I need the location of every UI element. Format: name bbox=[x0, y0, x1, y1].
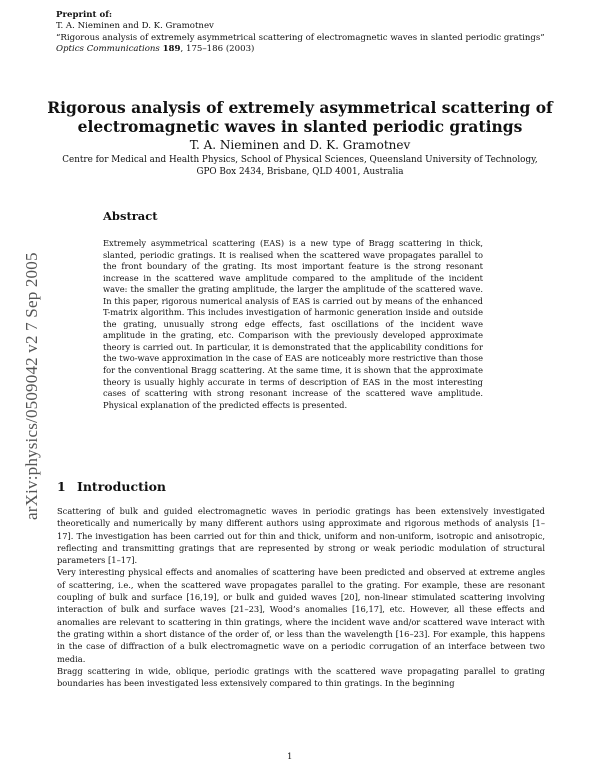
preprint-block bbox=[56, 10, 556, 56]
paper-title: Rigorous analysis of extremely asymmetrical scattering of electromagnetic waves in slanted periodic gratings bbox=[47, 98, 553, 136]
intro-paragraph: Very interesting physical effects and anomalies of scattering have been predicted and observed at extreme angles of scattering, i.e., when the scattered wave propagates parallel to the grating. For example, these are resonant coupling of bulk and surface [16,19], or bulk and guided waves [20], non-linear stimulated scattering involving interaction of bulk and surface waves [21–23], Wood’s anomalies [16,17], etc. However, all these effects and anomalies are relevant to scattering in thin gratings, where the incident wave and/or scattered wave interact with the grating within a short distance of the order of, or less than the wavelength [16–23]. For example, this happens in the case of diffraction of a bulk electromagnetic wave on a periodic corrugation of an interface between two media. bbox=[57, 567, 545, 664]
preprint-label: Preprint of: bbox=[56, 10, 113, 20]
paper-authors: T. A. Nieminen and D. K. Gramotnev bbox=[189, 138, 411, 152]
preprint-volume: 189 bbox=[162, 44, 181, 55]
page-number: 1 bbox=[287, 752, 293, 762]
intro-paragraph: Bragg scattering in wide, oblique, periodic gratings with the scattered wave propagating parallel to grating boundaries has been investigated less extensively compared to thin gratings. In the beginning bbox=[57, 665, 545, 689]
intro-paragraph: Scattering of bulk and guided electromagnetic waves in periodic gratings has been extensively investigated theoretically and numerically by many different authors using approximate and rigorous methods of analysis [1–17]. The investigation has been carried out for thin and thick, uniform and non-uniform, isotropic and anisotropic, reflecting and transmitting gratings that are represented by strong or weak periodic modulation of structural parameters [1–17]. bbox=[57, 506, 545, 566]
preprint-journal: Optics Communications bbox=[56, 44, 160, 55]
preprint-title: “Rigorous analysis of extremely asymmetrical scattering of electromagnetic waves in slanted periodic gratings” bbox=[56, 32, 545, 43]
section-title: Introduction bbox=[77, 479, 167, 494]
introduction-body bbox=[57, 505, 545, 689]
arxiv-stamp: arXiv:physics/0509042 v2 7 Sep 2005 bbox=[22, 252, 41, 520]
preprint-citation bbox=[56, 44, 556, 55]
abstract-text: Extremely asymmetrical scattering (EAS) is a new type of Bragg scattering in thick, slanted, periodic gratings. It is realised when the scattered wave propagates parallel to the front boundary of the grating. Its most important feature is the strong resonant increase in the scattered wave amplitude compared to the amplitude of the incident wave: the smaller the grating amplitude, the larger the amplitude of the scattered wave. In this paper, rigorous numerical analysis of EAS is carried out by means of the enhanced T-matrix algorithm. This includes investigation of harmonic generation inside and outside the grating, unusually strong edge effects, fast oscillations of the incident wave amplitude in the grating, etc. Comparison with the previously developed approximate theory is carried out. In particular, it is demonstrated that the applicability conditions for the two-wave approximation in the case of EAS are noticeably more restrictive than those for the conventional Bragg scattering. At the same time, it is shown that the approximate theory is usually highly accurate in terms of description of EAS in the most interesting cases of scattering with strong resonant increase of the scattered wave amplitude. Physical explanation of the predicted effects is presented. bbox=[103, 238, 483, 410]
preprint-pages-year: , 175–186 (2003) bbox=[180, 44, 255, 55]
preprint-authors: T. A. Nieminen and D. K. Gramotnev bbox=[56, 21, 214, 32]
abstract-heading: Abstract bbox=[103, 209, 158, 223]
section-number: 1 bbox=[57, 479, 66, 494]
section-heading bbox=[57, 479, 166, 494]
paper-affiliation: Centre for Medical and Health Physics, School of Physical Sciences, Queensland University of Technology, GPO Box 2434, Brisbane, QLD 4001, Australia bbox=[62, 155, 538, 177]
